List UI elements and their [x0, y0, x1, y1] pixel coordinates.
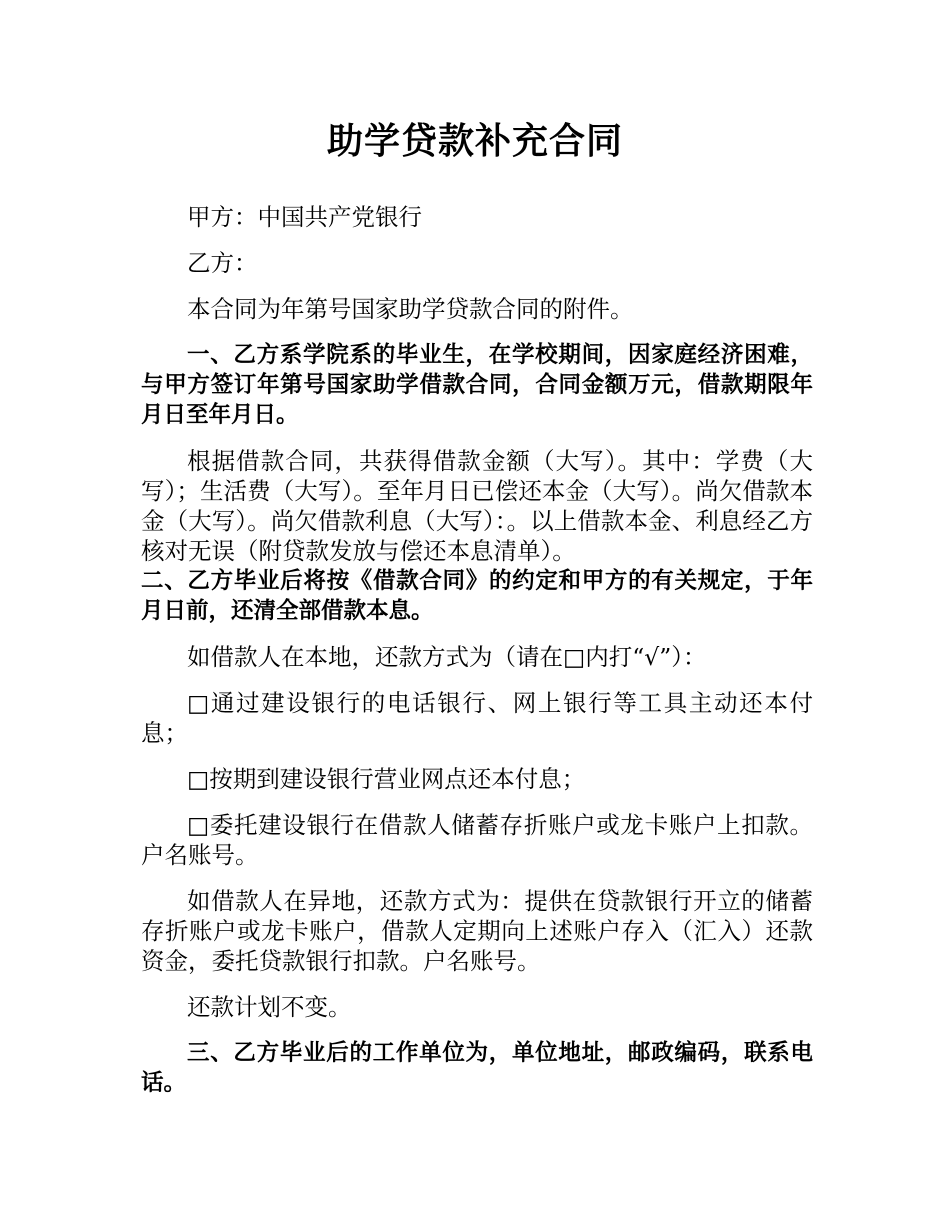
clause-3: 三、乙方毕业后的工作单位为，单位地址，邮政编码，联系电话。 [141, 1040, 813, 1096]
intro-paragraph: 本合同为年第号国家助学贷款合同的附件。 [187, 295, 634, 323]
local-repayment-method: 如借款人在本地，还款方式为（请在□内打“√”）： [187, 643, 707, 671]
document-title: 助学贷款补充合同 [326, 121, 623, 162]
clause-1: 一、乙方系学院系的毕业生，在学校期间，因家庭经济困难，与甲方签订年第号国家助学借款合同，合同金额万元，借款期限年月日至年月日。 [141, 342, 813, 428]
clause-2: 二、乙方毕业后将按《借款合同》的约定和甲方的有关规定，于年月日前，还清全部借款本息。 [141, 568, 813, 624]
repayment-option-1: □通过建设银行的电话银行、网上银行等工具主动还本付息； [141, 689, 813, 747]
remote-repayment-method: 如借款人在异地，还款方式为：提供在贷款银行开立的储蓄存折账户或龙卡账户，借款人定期向上述账户存入（汇入）还款资金，委托贷款银行扣款。户名账号。 [141, 887, 813, 975]
repayment-plan-line: 还款计划不变。 [187, 993, 352, 1021]
repayment-option-3: □委托建设银行在借款人储蓄存折账户或龙卡账户上扣款。户名账号。 [141, 811, 813, 869]
party-b-line: 乙方： [187, 249, 258, 277]
loan-details-paragraph: 根据借款合同，共获得借款金额（大写）。其中：学费（大写）；生活费（大写）。至年月日已偿还本金（大写）。尚欠借款本金（大写）。尚欠借款利息（大写）：。以上借款本金、利息经乙方核对无误（附贷款发放与偿还本息清单）。 [141, 447, 813, 565]
repayment-option-2: □按期到建设银行营业网点还本付息； [187, 765, 586, 793]
party-a-line: 甲方：中国共产党银行 [187, 203, 422, 231]
document-body [141, 202, 813, 1114]
